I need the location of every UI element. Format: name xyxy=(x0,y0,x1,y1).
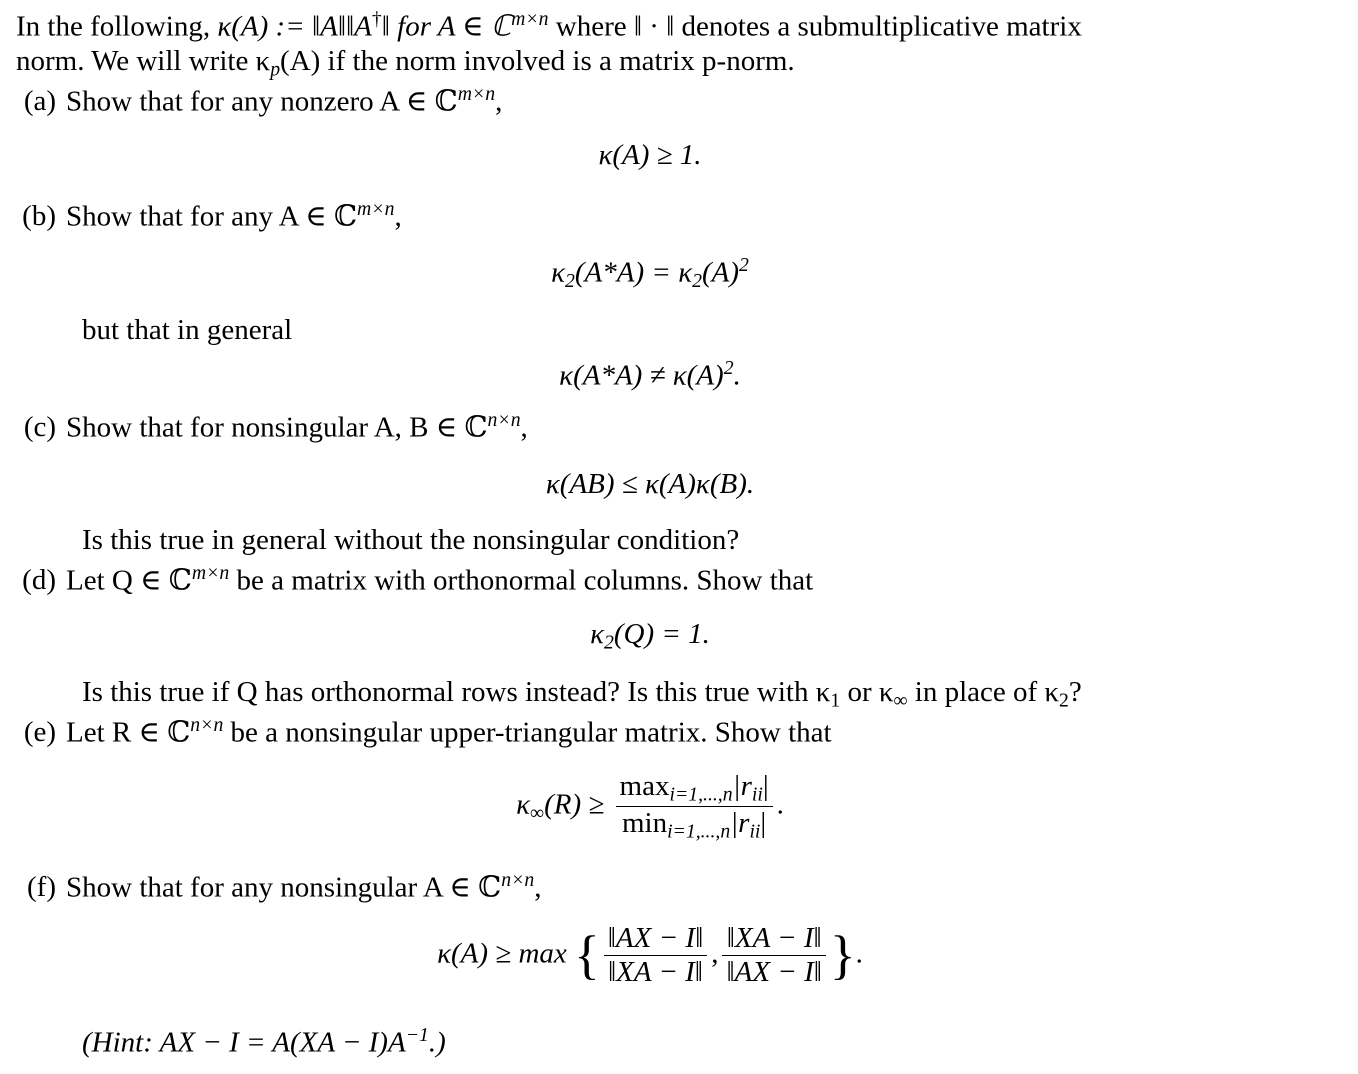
intro-line2-a: norm. We will write κ xyxy=(16,45,271,77)
part-e-lhs-sub: ∞ xyxy=(530,801,545,824)
part-e-period: . xyxy=(776,788,784,821)
part-b-f2-end: . xyxy=(733,359,741,392)
part-e-den-sub2: ii xyxy=(749,820,761,843)
part-f-dim: n×n xyxy=(501,869,535,891)
part-c-tail: , xyxy=(520,411,528,444)
part-d-f-pre: κ xyxy=(590,618,604,650)
part-b-formula-2 xyxy=(0,359,1300,390)
part-b-formula-1 xyxy=(0,256,1300,291)
part-b-f1-end: (A) xyxy=(701,256,740,289)
part-c-text: Show that for nonsingular A, B ∈ ℂ xyxy=(66,411,488,444)
part-a-label: (a) xyxy=(23,85,56,118)
part-f-frac1-num: ‖AX − I‖ xyxy=(604,922,707,956)
part-f-comma: , xyxy=(711,937,719,970)
part-e-label: (e) xyxy=(23,716,56,749)
part-d-q-sub1: 1 xyxy=(830,689,841,712)
part-e-den-close: | xyxy=(760,807,767,840)
part-d-dim: m×n xyxy=(191,562,230,584)
part-b-f2-main: κ(A*A) ≠ κ(A) xyxy=(559,359,724,392)
part-d-text: Let Q ∈ ℂ xyxy=(66,564,192,597)
part-d-statement xyxy=(0,564,813,595)
part-f-statement xyxy=(0,871,541,902)
part-d-q-b: or κ xyxy=(840,676,894,708)
part-d-tail: be a matrix with orthonormal columns. Show that xyxy=(229,564,814,597)
part-e-num-end: |r xyxy=(732,770,752,802)
part-d-f-end: (Q) = 1. xyxy=(613,618,710,650)
intro-text-c: where ‖ · ‖ denotes a submultiplicative matrix xyxy=(548,10,1082,43)
part-c-statement xyxy=(0,411,528,442)
kappa-definition: κ(A) := ‖A‖‖A xyxy=(217,10,372,43)
part-e-statement xyxy=(0,716,832,747)
part-b-f1-sub: 2 xyxy=(565,269,575,292)
part-f-fraction-1 xyxy=(604,922,707,990)
part-e-num-sub: i=1,...,n xyxy=(669,783,733,806)
part-b-f2-sup: 2 xyxy=(723,357,734,379)
part-e-denominator xyxy=(616,807,773,843)
part-b-label: (b) xyxy=(22,200,56,233)
part-d-question xyxy=(82,678,1082,711)
part-a-formula: κ(A) ≥ 1. xyxy=(598,139,702,171)
part-f-text: Show that for any nonsingular A ∈ ℂ xyxy=(66,871,502,904)
part-e-num-sub2: ii xyxy=(751,783,763,806)
part-b-f1-sub2: 2 xyxy=(692,269,702,292)
intro-dimension: m×n xyxy=(511,8,549,30)
part-d-f-sub: 2 xyxy=(603,631,614,654)
part-d-q-a: Is this true if Q has orthonormal rows instead? Is this true with κ xyxy=(82,676,831,708)
part-e-den-pre: min xyxy=(621,807,668,840)
part-b-text: Show that for any A ∈ ℂ xyxy=(66,200,358,233)
part-e-formula xyxy=(0,770,1300,843)
part-e-dim: n×n xyxy=(190,714,224,736)
part-e-num-close: | xyxy=(762,770,769,802)
intro-text-a: In the following, xyxy=(16,10,218,43)
part-e-num-pre: max xyxy=(619,770,670,802)
part-a-statement xyxy=(0,85,502,116)
part-f-frac2-num: ‖XA − I‖ xyxy=(722,922,825,956)
part-f-hint-body: AX − I = A(XA − I)A xyxy=(152,1026,406,1059)
intro-line-2 xyxy=(16,47,795,80)
part-f-hint-sup: −1 xyxy=(405,1024,429,1046)
part-c-question: Is this true in general without the nonsingular condition? xyxy=(82,524,740,556)
part-d-q-c: in place of κ xyxy=(907,676,1060,708)
part-f-close-brace: } xyxy=(829,925,856,986)
part-f-frac1-den: ‖XA − I‖ xyxy=(608,956,703,989)
part-d-q-sub2: ∞ xyxy=(893,689,908,712)
part-b-text-2: but that in general xyxy=(82,314,293,346)
part-b-f1-mid: (A*A) = κ xyxy=(574,256,693,289)
part-b-f1-pre: κ xyxy=(551,256,566,289)
part-b-tail: , xyxy=(394,200,402,233)
intro-line-1 xyxy=(16,10,1082,41)
part-a-text: Show that for any nonzero A ∈ ℂ xyxy=(66,85,458,118)
intro-text-b: ‖ for A ∈ ℂ xyxy=(381,10,512,43)
part-f-fraction-2 xyxy=(722,922,825,990)
part-d-q-d: ? xyxy=(1068,676,1082,708)
part-f-tail: , xyxy=(534,871,542,904)
part-a-dim: m×n xyxy=(457,83,496,105)
part-c-formula: κ(AB) ≤ κ(A)κ(B). xyxy=(545,468,755,500)
part-f-label: (f) xyxy=(27,871,56,904)
part-f-formula xyxy=(0,922,1300,990)
part-e-numerator xyxy=(616,770,773,807)
part-a-tail: , xyxy=(495,85,503,118)
intro-line2-b: (A) if the norm involved is a matrix p-norm. xyxy=(280,45,795,77)
part-c-dim: n×n xyxy=(487,409,521,431)
part-e-lhs-end: (R) ≥ xyxy=(544,788,605,821)
part-e-den-sub: i=1,...,n xyxy=(667,820,731,843)
part-f-lhs: κ(A) ≥ max xyxy=(437,937,567,970)
part-f-hint xyxy=(82,1026,446,1057)
part-c-label: (c) xyxy=(23,411,56,444)
part-d-q-sub3: 2 xyxy=(1059,689,1069,712)
part-e-fraction xyxy=(616,770,773,843)
part-e-tail: be a nonsingular upper-triangular matrix. Show that xyxy=(223,716,832,749)
part-b-statement xyxy=(0,200,402,231)
part-e-lhs-pre: κ xyxy=(516,788,531,821)
part-d-label: (d) xyxy=(22,564,56,597)
part-b-f1-sup: 2 xyxy=(739,254,749,276)
intro-line2-sub: p xyxy=(270,58,281,81)
part-e-text: Let R ∈ ℂ xyxy=(66,716,191,749)
part-f-open-brace: { xyxy=(574,925,600,986)
part-d-formula xyxy=(0,620,1300,653)
dagger-superscript: † xyxy=(371,8,382,30)
part-f-hint-label: (Hint: xyxy=(82,1026,153,1059)
part-f-period: . xyxy=(855,937,863,970)
part-b-dim: m×n xyxy=(357,198,395,220)
part-f-hint-end: .) xyxy=(428,1026,446,1059)
part-e-den-end: |r xyxy=(730,807,750,840)
part-f-frac2-den: ‖AX − I‖ xyxy=(726,956,822,989)
